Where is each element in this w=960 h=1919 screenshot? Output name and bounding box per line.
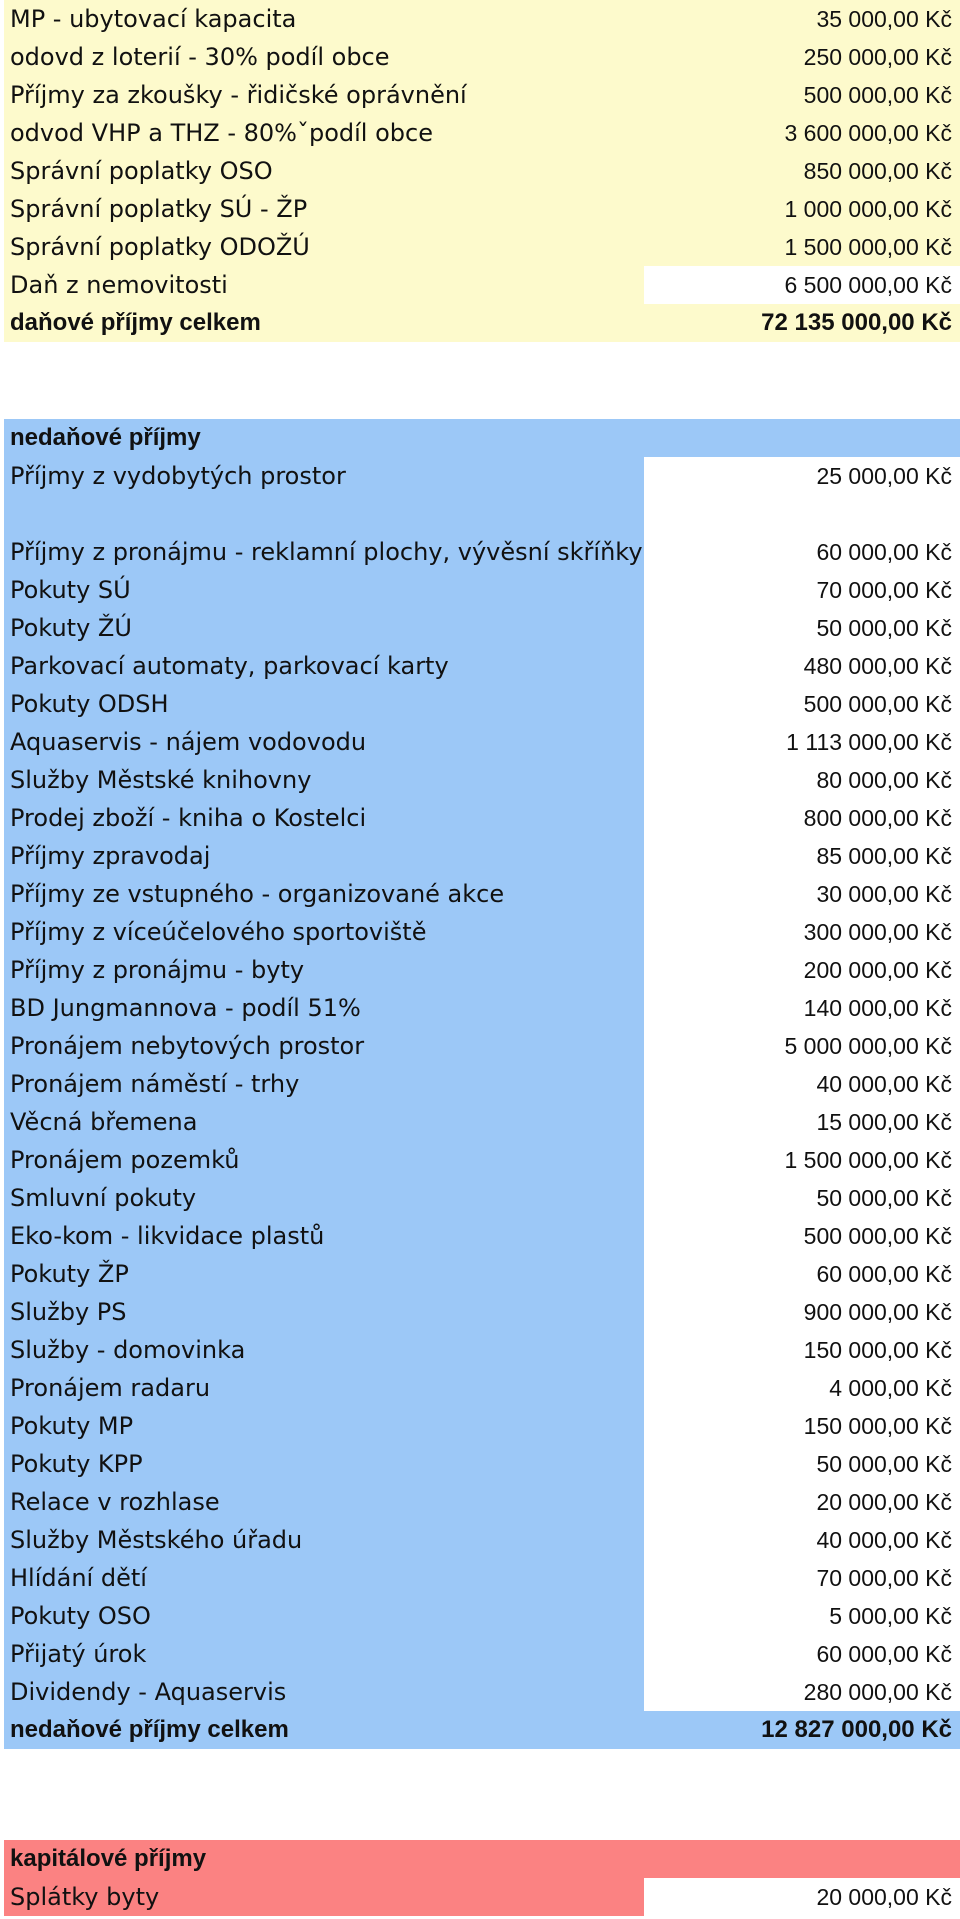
- nontax-total-value: 12 827 000,00 Kč: [644, 1711, 960, 1749]
- tax-revenue-section: [4, 0, 960, 342]
- nontax-row: [4, 1369, 960, 1407]
- nontax-row-label: Parkovací automaty, parkovací karty: [4, 647, 644, 685]
- nontax-row-label: Pokuty ŽÚ: [4, 609, 644, 647]
- nontax-row: [4, 571, 960, 609]
- tax-row-label: Příjmy za zkoušky - řidičské oprávnění: [4, 76, 644, 114]
- nontax-row-label: Pronájem radaru: [4, 1369, 644, 1407]
- nontax-row: [4, 1673, 960, 1711]
- nontax-row: [4, 1559, 960, 1597]
- nontax-row-value: 70 000,00 Kč: [644, 1559, 960, 1597]
- nontax-row: [4, 1407, 960, 1445]
- nontax-row: [4, 1255, 960, 1293]
- nontax-row-label: Přijatý úrok: [4, 1635, 644, 1673]
- nontax-first-value: 25 000,00 Kč: [644, 457, 960, 495]
- nontax-row-value: 300 000,00 Kč: [644, 913, 960, 951]
- nontax-row: [4, 1483, 960, 1521]
- nontax-row-label: Pronájem náměstí - trhy: [4, 1065, 644, 1103]
- tax-row: [4, 114, 960, 152]
- nontax-row-value: 70 000,00 Kč: [644, 571, 960, 609]
- nontax-row: [4, 1331, 960, 1369]
- tax-row-label: Správní poplatky ODOŽÚ: [4, 228, 644, 266]
- nontax-row: [4, 1521, 960, 1559]
- nontax-row-label: Dividendy - Aquaservis: [4, 1673, 644, 1711]
- nontax-revenue-section: [4, 419, 960, 1749]
- nontax-row: [4, 951, 960, 989]
- nontax-row: [4, 1179, 960, 1217]
- capital-row-value: 20 000,00 Kč: [644, 1878, 960, 1916]
- nontax-row-value: 1 500 000,00 Kč: [644, 1141, 960, 1179]
- nontax-row: [4, 1027, 960, 1065]
- nontax-heading-row: [4, 419, 960, 457]
- nontax-row-label: Služby Městské knihovny: [4, 761, 644, 799]
- nontax-row-value: 40 000,00 Kč: [644, 1521, 960, 1559]
- nontax-row-value: 200 000,00 Kč: [644, 951, 960, 989]
- tax-row: [4, 38, 960, 76]
- nontax-heading-value-cell: [644, 419, 960, 457]
- nontax-row-value: 280 000,00 Kč: [644, 1673, 960, 1711]
- nontax-spacer-value: [644, 495, 960, 533]
- nontax-row-label: Pokuty OSO: [4, 1597, 644, 1635]
- nontax-row-value: 800 000,00 Kč: [644, 799, 960, 837]
- capital-heading-row: [4, 1840, 960, 1878]
- nontax-row: [4, 1635, 960, 1673]
- nontax-row: [4, 1293, 960, 1331]
- nontax-row-label: Pokuty ŽP: [4, 1255, 644, 1293]
- nontax-row-label: Služby - domovinka: [4, 1331, 644, 1369]
- nontax-row: [4, 723, 960, 761]
- nontax-row-label: Prodej zboží - kniha o Kostelci: [4, 799, 644, 837]
- nontax-row-value: 20 000,00 Kč: [644, 1483, 960, 1521]
- nontax-row-label: Eko-kom - likvidace plastů: [4, 1217, 644, 1255]
- nontax-row-label: Služby PS: [4, 1293, 644, 1331]
- nontax-row-value: 900 000,00 Kč: [644, 1293, 960, 1331]
- nontax-row-value: 15 000,00 Kč: [644, 1103, 960, 1141]
- nontax-row-value: 60 000,00 Kč: [644, 1255, 960, 1293]
- nontax-row-value: 50 000,00 Kč: [644, 609, 960, 647]
- tax-row-value: 1 500 000,00 Kč: [644, 228, 960, 266]
- tax-row-label: odovd z loterií - 30% podíl obce: [4, 38, 644, 76]
- nontax-row-label: Příjmy zpravodaj: [4, 837, 644, 875]
- nontax-row: [4, 837, 960, 875]
- capital-revenue-section: [4, 1840, 960, 1916]
- nontax-total-label: nedaňové příjmy celkem: [4, 1711, 644, 1749]
- tax-row: [4, 0, 960, 38]
- nontax-row: [4, 1597, 960, 1635]
- nontax-row: [4, 1217, 960, 1255]
- nontax-row-label: Pokuty ODSH: [4, 685, 644, 723]
- tax-row-label: Správní poplatky SÚ - ŽP: [4, 190, 644, 228]
- nontax-row: [4, 875, 960, 913]
- nontax-row-label: Pronájem nebytových prostor: [4, 1027, 644, 1065]
- nontax-row-label: Relace v rozhlase: [4, 1483, 644, 1521]
- tax-row-value: 1 000 000,00 Kč: [644, 190, 960, 228]
- nontax-first-label: Příjmy z vydobytých prostor: [4, 457, 644, 495]
- tax-total-label: daňové příjmy celkem: [4, 304, 644, 342]
- nontax-row-value: 1 113 000,00 Kč: [644, 723, 960, 761]
- nontax-row: [4, 799, 960, 837]
- tax-row: [4, 190, 960, 228]
- nontax-first-row: [4, 457, 960, 495]
- tax-row: [4, 76, 960, 114]
- nontax-heading: nedaňové příjmy: [4, 419, 644, 457]
- tax-row: [4, 152, 960, 190]
- nontax-row-value: 50 000,00 Kč: [644, 1445, 960, 1483]
- nontax-row: [4, 1445, 960, 1483]
- nontax-row-value: 480 000,00 Kč: [644, 647, 960, 685]
- nontax-row-label: Hlídání dětí: [4, 1559, 644, 1597]
- nontax-row-value: 30 000,00 Kč: [644, 875, 960, 913]
- nontax-row: [4, 1103, 960, 1141]
- nontax-spacer-label: [4, 495, 644, 533]
- tax-row-label: Daň z nemovitosti: [4, 266, 644, 304]
- nontax-row-label: Příjmy z víceúčelového sportoviště: [4, 913, 644, 951]
- nontax-row-value: 150 000,00 Kč: [644, 1331, 960, 1369]
- nontax-row-value: 500 000,00 Kč: [644, 685, 960, 723]
- tax-row-value: 3 600 000,00 Kč: [644, 114, 960, 152]
- nontax-row-value: 50 000,00 Kč: [644, 1179, 960, 1217]
- nontax-row: [4, 685, 960, 723]
- nontax-row: [4, 913, 960, 951]
- capital-row: [4, 1878, 960, 1916]
- tax-row-value: 250 000,00 Kč: [644, 38, 960, 76]
- nontax-row-label: Příjmy ze vstupného - organizované akce: [4, 875, 644, 913]
- tax-row-label: odvod VHP a THZ - 80%ˇpodíl obce: [4, 114, 644, 152]
- nontax-row-value: 60 000,00 Kč: [644, 1635, 960, 1673]
- nontax-row-label: Příjmy z pronájmu - byty: [4, 951, 644, 989]
- capital-heading: kapitálové příjmy: [4, 1840, 644, 1878]
- nontax-row-value: 40 000,00 Kč: [644, 1065, 960, 1103]
- nontax-row: [4, 989, 960, 1027]
- tax-row-label: MP - ubytovací kapacita: [4, 0, 644, 38]
- nontax-row-value: 4 000,00 Kč: [644, 1369, 960, 1407]
- nontax-row-value: 150 000,00 Kč: [644, 1407, 960, 1445]
- nontax-row-label: BD Jungmannova - podíl 51%: [4, 989, 644, 1027]
- tax-row-value: 35 000,00 Kč: [644, 0, 960, 38]
- nontax-row-label: Pronájem pozemků: [4, 1141, 644, 1179]
- nontax-spacer-row: [4, 495, 960, 533]
- nontax-row-label: Věcná břemena: [4, 1103, 644, 1141]
- nontax-row: [4, 647, 960, 685]
- nontax-row-value: 85 000,00 Kč: [644, 837, 960, 875]
- nontax-row-value: 80 000,00 Kč: [644, 761, 960, 799]
- nontax-row-value: 500 000,00 Kč: [644, 1217, 960, 1255]
- tax-total-value: 72 135 000,00 Kč: [644, 304, 960, 342]
- capital-heading-value-cell: [644, 1840, 960, 1878]
- tax-row-label: Správní poplatky OSO: [4, 152, 644, 190]
- tax-row-value: 6 500 000,00 Kč: [644, 266, 960, 304]
- tax-row: [4, 228, 960, 266]
- nontax-row-label: Smluvní pokuty: [4, 1179, 644, 1217]
- nontax-row-value: 5 000,00 Kč: [644, 1597, 960, 1635]
- nontax-row: [4, 761, 960, 799]
- nontax-row: [4, 1141, 960, 1179]
- tax-row-value: 500 000,00 Kč: [644, 76, 960, 114]
- capital-row-label: Splátky byty: [4, 1878, 644, 1916]
- nontax-row-label: Pokuty KPP: [4, 1445, 644, 1483]
- nontax-row-label: Aquaservis - nájem vodovodu: [4, 723, 644, 761]
- nontax-row-value: 140 000,00 Kč: [644, 989, 960, 1027]
- tax-row-value: 850 000,00 Kč: [644, 152, 960, 190]
- nontax-row-label: Pokuty MP: [4, 1407, 644, 1445]
- nontax-row: [4, 609, 960, 647]
- nontax-row: [4, 533, 960, 571]
- nontax-row-value: 5 000 000,00 Kč: [644, 1027, 960, 1065]
- nontax-row-value: 60 000,00 Kč: [644, 533, 960, 571]
- nontax-row-label: Příjmy z pronájmu - reklamní plochy, vývěsní skříňky: [4, 533, 644, 571]
- nontax-row: [4, 1065, 960, 1103]
- nontax-row-label: Služby Městského úřadu: [4, 1521, 644, 1559]
- nontax-total-row: [4, 1711, 960, 1749]
- tax-row: [4, 266, 960, 304]
- nontax-row-label: Pokuty SÚ: [4, 571, 644, 609]
- tax-total-row: [4, 304, 960, 342]
